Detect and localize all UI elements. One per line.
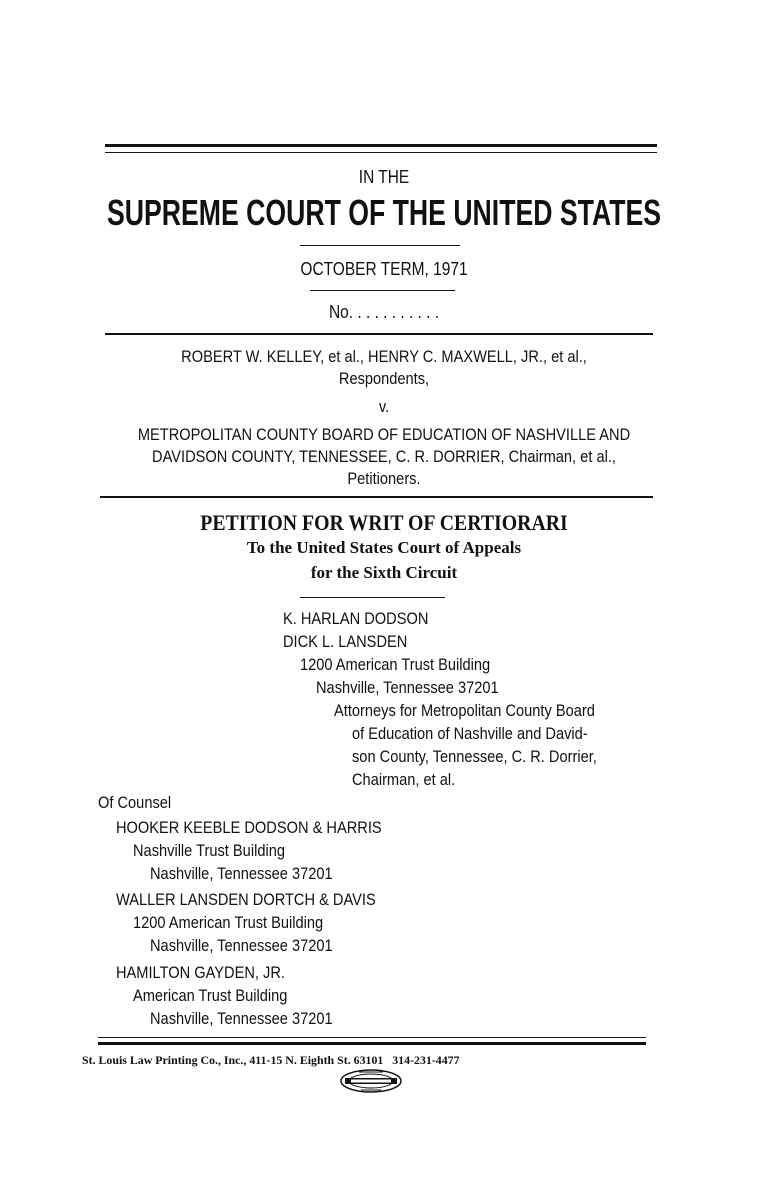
printer-imprint: St. Louis Law Printing Co., Inc., 411-15 N. Eighth St. 63101 314-231-4477 bbox=[82, 1053, 460, 1067]
counsel-firm-line2: Nashville, Tennessee 37201 bbox=[150, 864, 333, 883]
union-label-logo bbox=[339, 1068, 403, 1094]
counsel-firm-name: HAMILTON GAYDEN, JR. bbox=[116, 963, 285, 982]
attorney-address-2: Nashville, Tennessee 37201 bbox=[316, 678, 499, 697]
petitioners-line1: METROPOLITAN COUNTY BOARD OF EDUCATION OF NASHVILLE AND bbox=[137, 425, 631, 444]
counsel-firm-line1: Nashville Trust Building bbox=[133, 841, 285, 860]
petition-title: PETITION FOR WRIT OF CERTIORARI bbox=[200, 510, 568, 535]
parties-rule-top bbox=[105, 333, 653, 335]
petitioners-label: Petitioners. bbox=[347, 469, 421, 488]
parties-rule-bottom bbox=[100, 496, 653, 498]
top-rule-thick bbox=[105, 144, 657, 147]
bottom-rule-thin bbox=[98, 1037, 646, 1038]
petition-subtitle2: for the Sixth Circuit bbox=[310, 563, 458, 582]
attorney-role-4: Chairman, et al. bbox=[352, 770, 456, 789]
in-the-heading: IN THE bbox=[358, 167, 410, 187]
of-counsel-label: Of Counsel bbox=[98, 793, 172, 812]
counsel-firm-line2: Nashville, Tennessee 37201 bbox=[150, 936, 333, 955]
counsel-firm-line1: American Trust Building bbox=[133, 986, 288, 1005]
term-divider bbox=[310, 290, 455, 291]
petitioners-line2: DAVIDSON COUNTY, TENNESSEE, C. R. DORRIER, Chairman, et al., bbox=[152, 447, 616, 466]
versus: v. bbox=[378, 397, 390, 416]
attorney-address-1: 1200 American Trust Building bbox=[300, 655, 491, 674]
court-divider bbox=[300, 245, 460, 246]
top-rule-thin bbox=[105, 152, 657, 153]
counsel-firm-line1: 1200 American Trust Building bbox=[133, 913, 324, 932]
term: OCTOBER TERM, 1971 bbox=[300, 259, 468, 279]
docket-number: No. . . . . . . . . . . bbox=[328, 302, 440, 322]
petition-divider bbox=[300, 597, 445, 598]
respondents-names: ROBERT W. KELLEY, et al., HENRY C. MAXWELL, JR., et al., bbox=[181, 347, 587, 366]
attorney-name-2: DICK L. LANSDEN bbox=[283, 632, 408, 651]
attorney-role-3: son County, Tennessee, C. R. Dorrier, bbox=[352, 747, 597, 766]
bottom-rule-thick bbox=[98, 1042, 646, 1045]
counsel-firm-name: WALLER LANSDEN DORTCH & DAVIS bbox=[116, 890, 376, 909]
attorney-role-2: of Education of Nashville and David- bbox=[352, 724, 588, 743]
counsel-firm-name: HOOKER KEEBLE DODSON & HARRIS bbox=[116, 818, 382, 837]
petition-subtitle1: To the United States Court of Appeals bbox=[246, 538, 522, 557]
attorney-role-1: Attorneys for Metropolitan County Board bbox=[334, 701, 595, 720]
attorney-name-1: K. HARLAN DODSON bbox=[283, 609, 429, 628]
respondents-label: Respondents, bbox=[338, 369, 430, 388]
court-title: SUPREME COURT OF THE UNITED STATES bbox=[106, 192, 662, 233]
counsel-firm-line2: Nashville, Tennessee 37201 bbox=[150, 1009, 333, 1028]
